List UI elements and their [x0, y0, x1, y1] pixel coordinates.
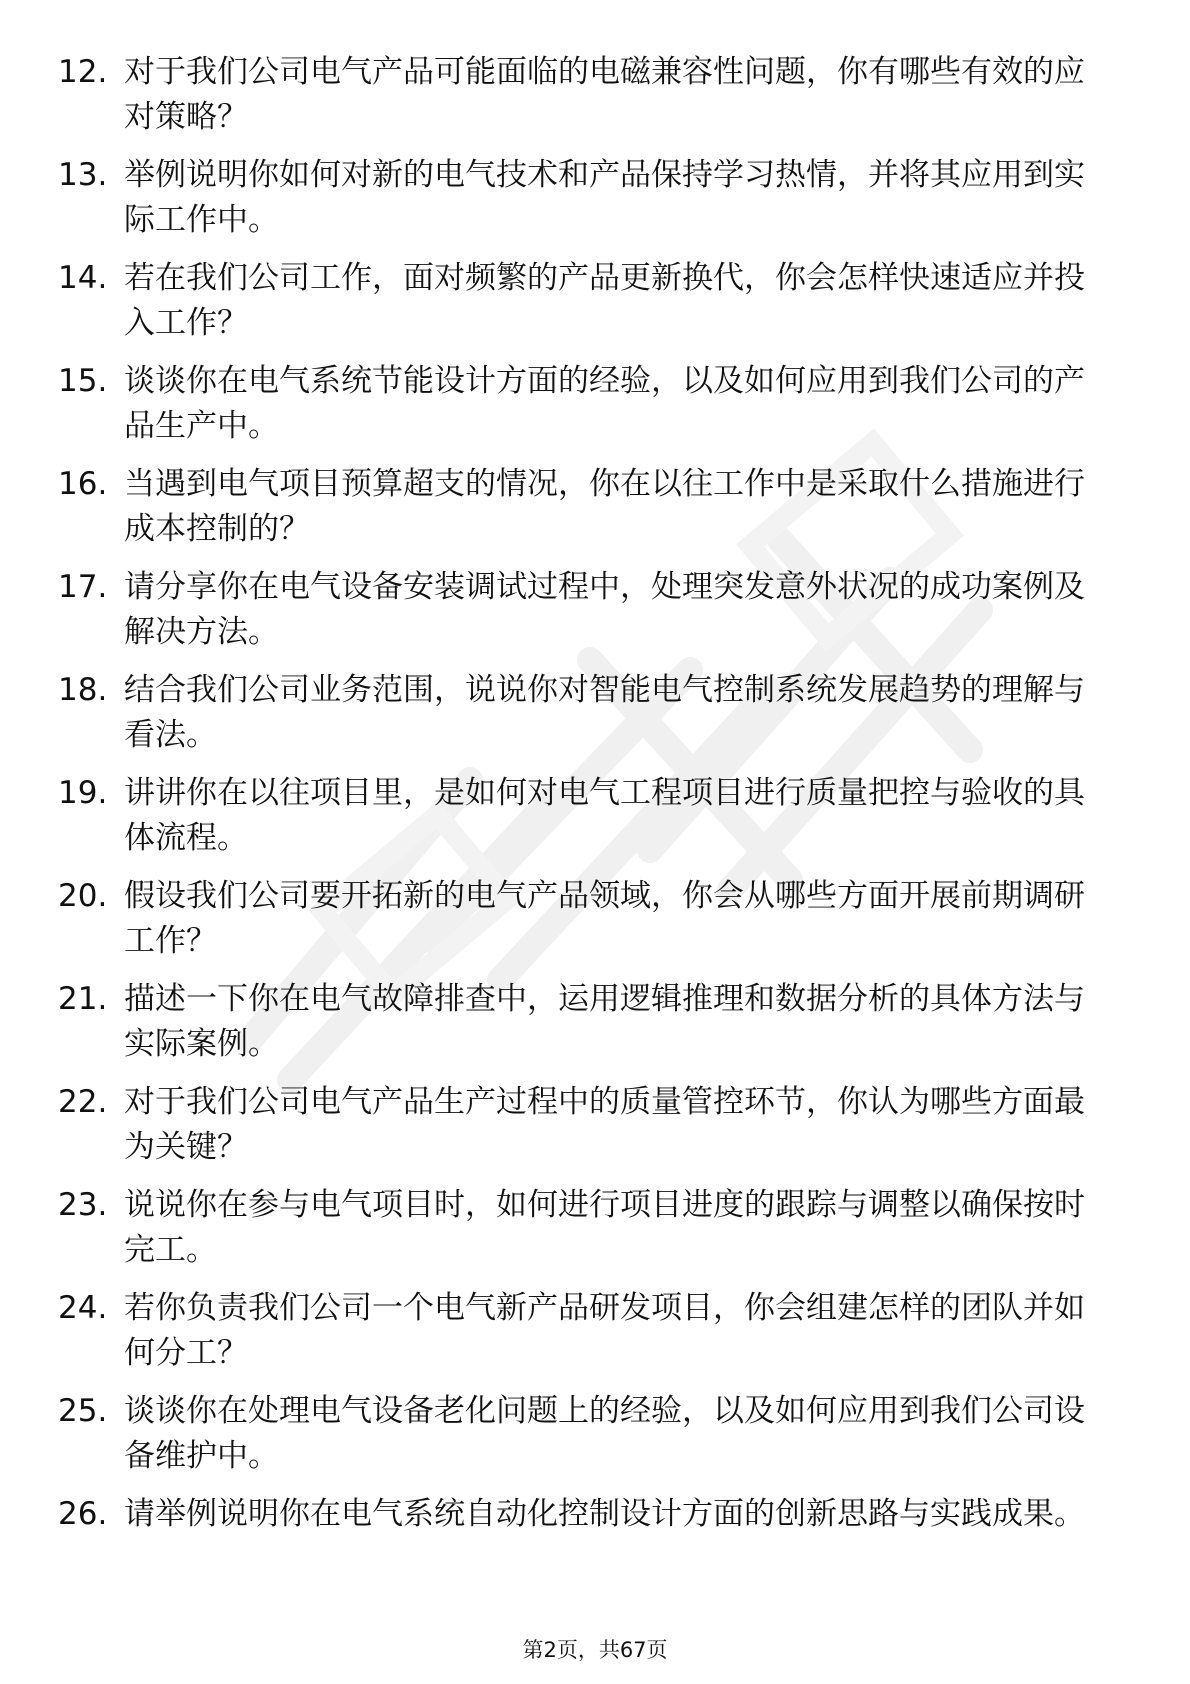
question-item	[58, 1183, 1108, 1286]
question-text: 描述一下你在电气故障排查中，运用逻辑推理和数据分析的具体方法与实际案例。	[124, 981, 1085, 1062]
question-item	[58, 359, 1108, 462]
question-text: 谈谈你在处理电气设备老化问题上的经验，以及如何应用到我们公司设备维护中。	[124, 1393, 1085, 1474]
question-text: 假设我们公司要开拓新的电气产品领域，你会从哪些方面开展前期调研工作？	[124, 878, 1085, 959]
question-number: 24.	[58, 1290, 108, 1326]
question-text: 请分享你在电气设备安装调试过程中，处理突发意外状况的成功案例及解决方法。	[124, 569, 1085, 650]
question-item	[58, 1080, 1108, 1183]
question-number: 14.	[58, 260, 108, 296]
question-text: 讲讲你在以往项目里，是如何对电气工程项目进行质量把控与验收的具体流程。	[124, 775, 1085, 856]
question-text: 若在我们公司工作，面对频繁的产品更新换代，你会怎样快速适应并投入工作？	[124, 260, 1085, 341]
question-item	[58, 977, 1108, 1080]
question-item	[58, 771, 1108, 874]
question-item	[58, 1286, 1108, 1389]
question-item	[58, 1389, 1108, 1492]
question-item	[58, 874, 1108, 977]
question-number: 21.	[58, 981, 108, 1017]
question-item	[58, 1492, 1108, 1595]
question-text: 当遇到电气项目预算超支的情况，你在以往工作中是采取什么措施进行成本控制的？	[124, 466, 1085, 547]
question-number: 25.	[58, 1393, 108, 1429]
question-text: 谈谈你在电气系统节能设计方面的经验，以及如何应用到我们公司的产品生产中。	[124, 363, 1085, 444]
question-text: 对于我们公司电气产品生产过程中的质量管控环节，你认为哪些方面最为关键？	[124, 1084, 1085, 1165]
question-text: 举例说明你如何对新的电气技术和产品保持学习热情，并将其应用到实际工作中。	[124, 157, 1085, 238]
question-number: 13.	[58, 157, 108, 193]
question-item	[58, 668, 1108, 771]
question-number: 18.	[58, 672, 108, 708]
question-list	[58, 50, 1108, 1595]
question-number: 12.	[58, 54, 108, 90]
question-item	[58, 153, 1108, 256]
question-number: 15.	[58, 363, 108, 399]
question-number: 20.	[58, 878, 108, 914]
question-number: 17.	[58, 569, 108, 605]
question-item	[58, 462, 1108, 565]
question-text: 结合我们公司业务范围，说说你对智能电气控制系统发展趋势的理解与看法。	[124, 672, 1085, 753]
question-item	[58, 256, 1108, 359]
question-item	[58, 50, 1108, 153]
question-text: 说说你在参与电气项目时，如何进行项目进度的跟踪与调整以确保按时完工。	[124, 1187, 1085, 1268]
question-number: 23.	[58, 1187, 108, 1223]
question-number: 22.	[58, 1084, 108, 1120]
question-number: 26.	[58, 1496, 108, 1532]
question-text: 对于我们公司电气产品可能面临的电磁兼容性问题，你有哪些有效的应对策略？	[124, 54, 1085, 135]
question-number: 16.	[58, 466, 108, 502]
question-text: 若你负责我们公司一个电气新产品研发项目，你会组建怎样的团队并如何分工？	[124, 1290, 1085, 1371]
page-footer: 第2页，共67页	[522, 1638, 668, 1662]
question-item	[58, 565, 1108, 668]
question-text: 请举例说明你在电气系统自动化控制设计方面的创新思路与实践成果。	[124, 1496, 1085, 1532]
question-number: 19.	[58, 775, 108, 811]
